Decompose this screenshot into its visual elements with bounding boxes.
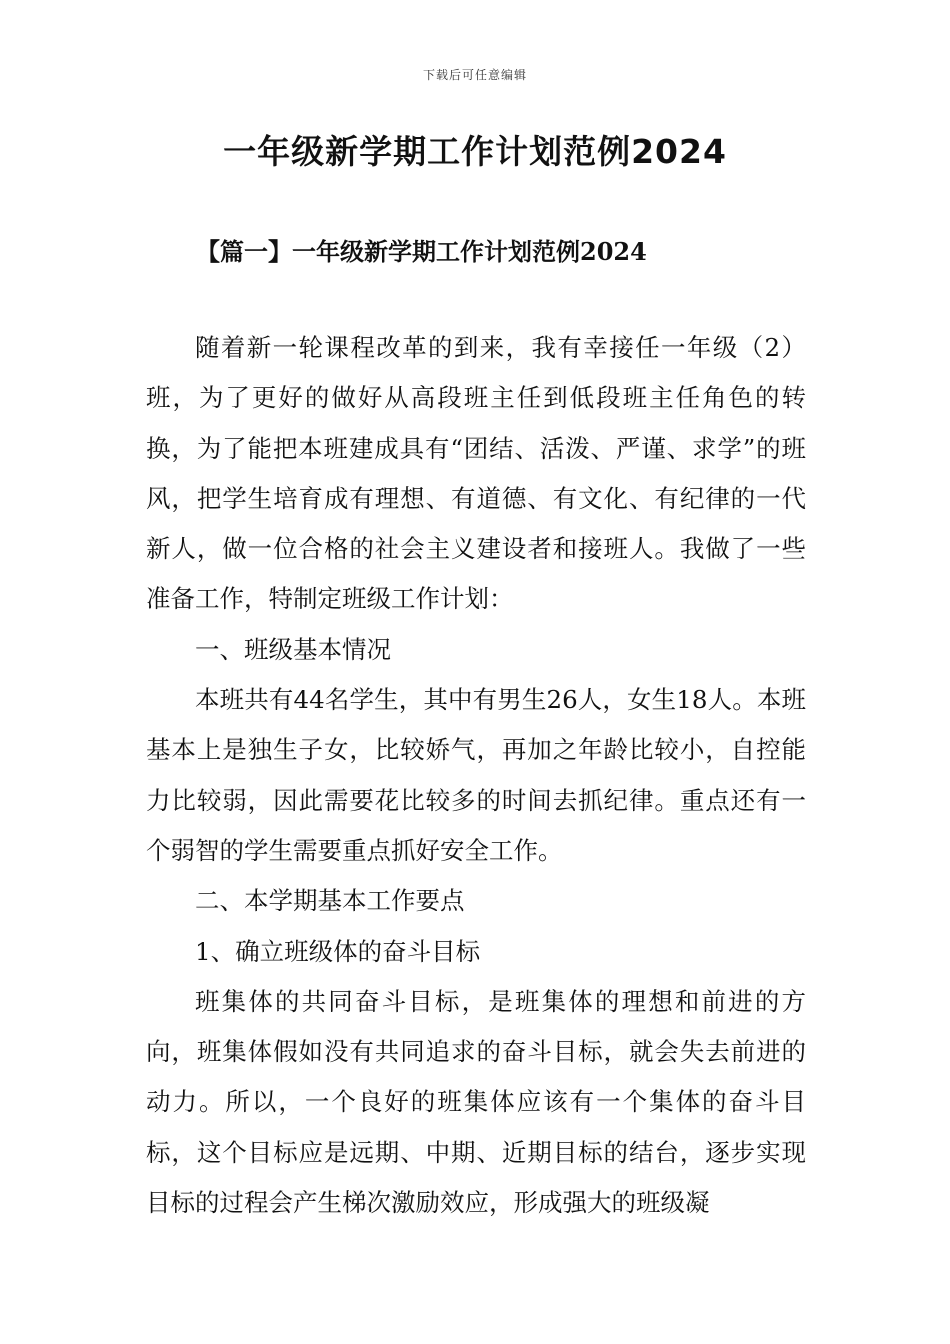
heading-work-points: 二、本学期基本工作要点 (195, 886, 465, 916)
section-title: 【篇一】一年级新学期工作计划范例2024 (196, 237, 647, 266)
document-body (146, 323, 806, 1228)
header-note: 下载后可任意编辑 (422, 68, 527, 82)
paragraph-intro: 随着新一轮课程改革的到来，我有幸接任一年级（2）班，为了更好的做好从高段班主任到低段班主任角色的转换，为了能把本班建成具有“团结、活泼、严谨、求学”的班风，把学生培育成有理想、有道德、有文化、有纪律的一代新人，做一位合格的社会主义建设者和接班人。我做了一些准备工作，特制定班级工作计划： (146, 333, 806, 614)
document-title: 一年级新学期工作计划范例2024 (223, 132, 727, 171)
paragraph-class-situation: 本班共有44名学生，其中有男生26人，女生18人。本班基本上是独生子女，比较娇气，再加之年龄比较小，自控能力比较弱，因此需要花比较多的时间去抓纪律。重点还有一个弱智的学生需要重点抓好安全工作。 (146, 685, 806, 865)
heading-class-situation: 一、班级基本情况 (195, 634, 391, 664)
subheading-goal: 1、确立班级体的奋斗目标 (195, 936, 481, 966)
paragraph-goal: 班集体的共同奋斗目标，是班集体的理想和前进的方向，班集体假如没有共同追求的奋斗目标，就会失去前进的动力。所以，一个良好的班集体应该有一个集体的奋斗目标，这个目标应是远期、中期、近期目标的结台，逐步实现目标的过程会产生梯次激励效应，形成强大的班级凝 (146, 986, 806, 1218)
